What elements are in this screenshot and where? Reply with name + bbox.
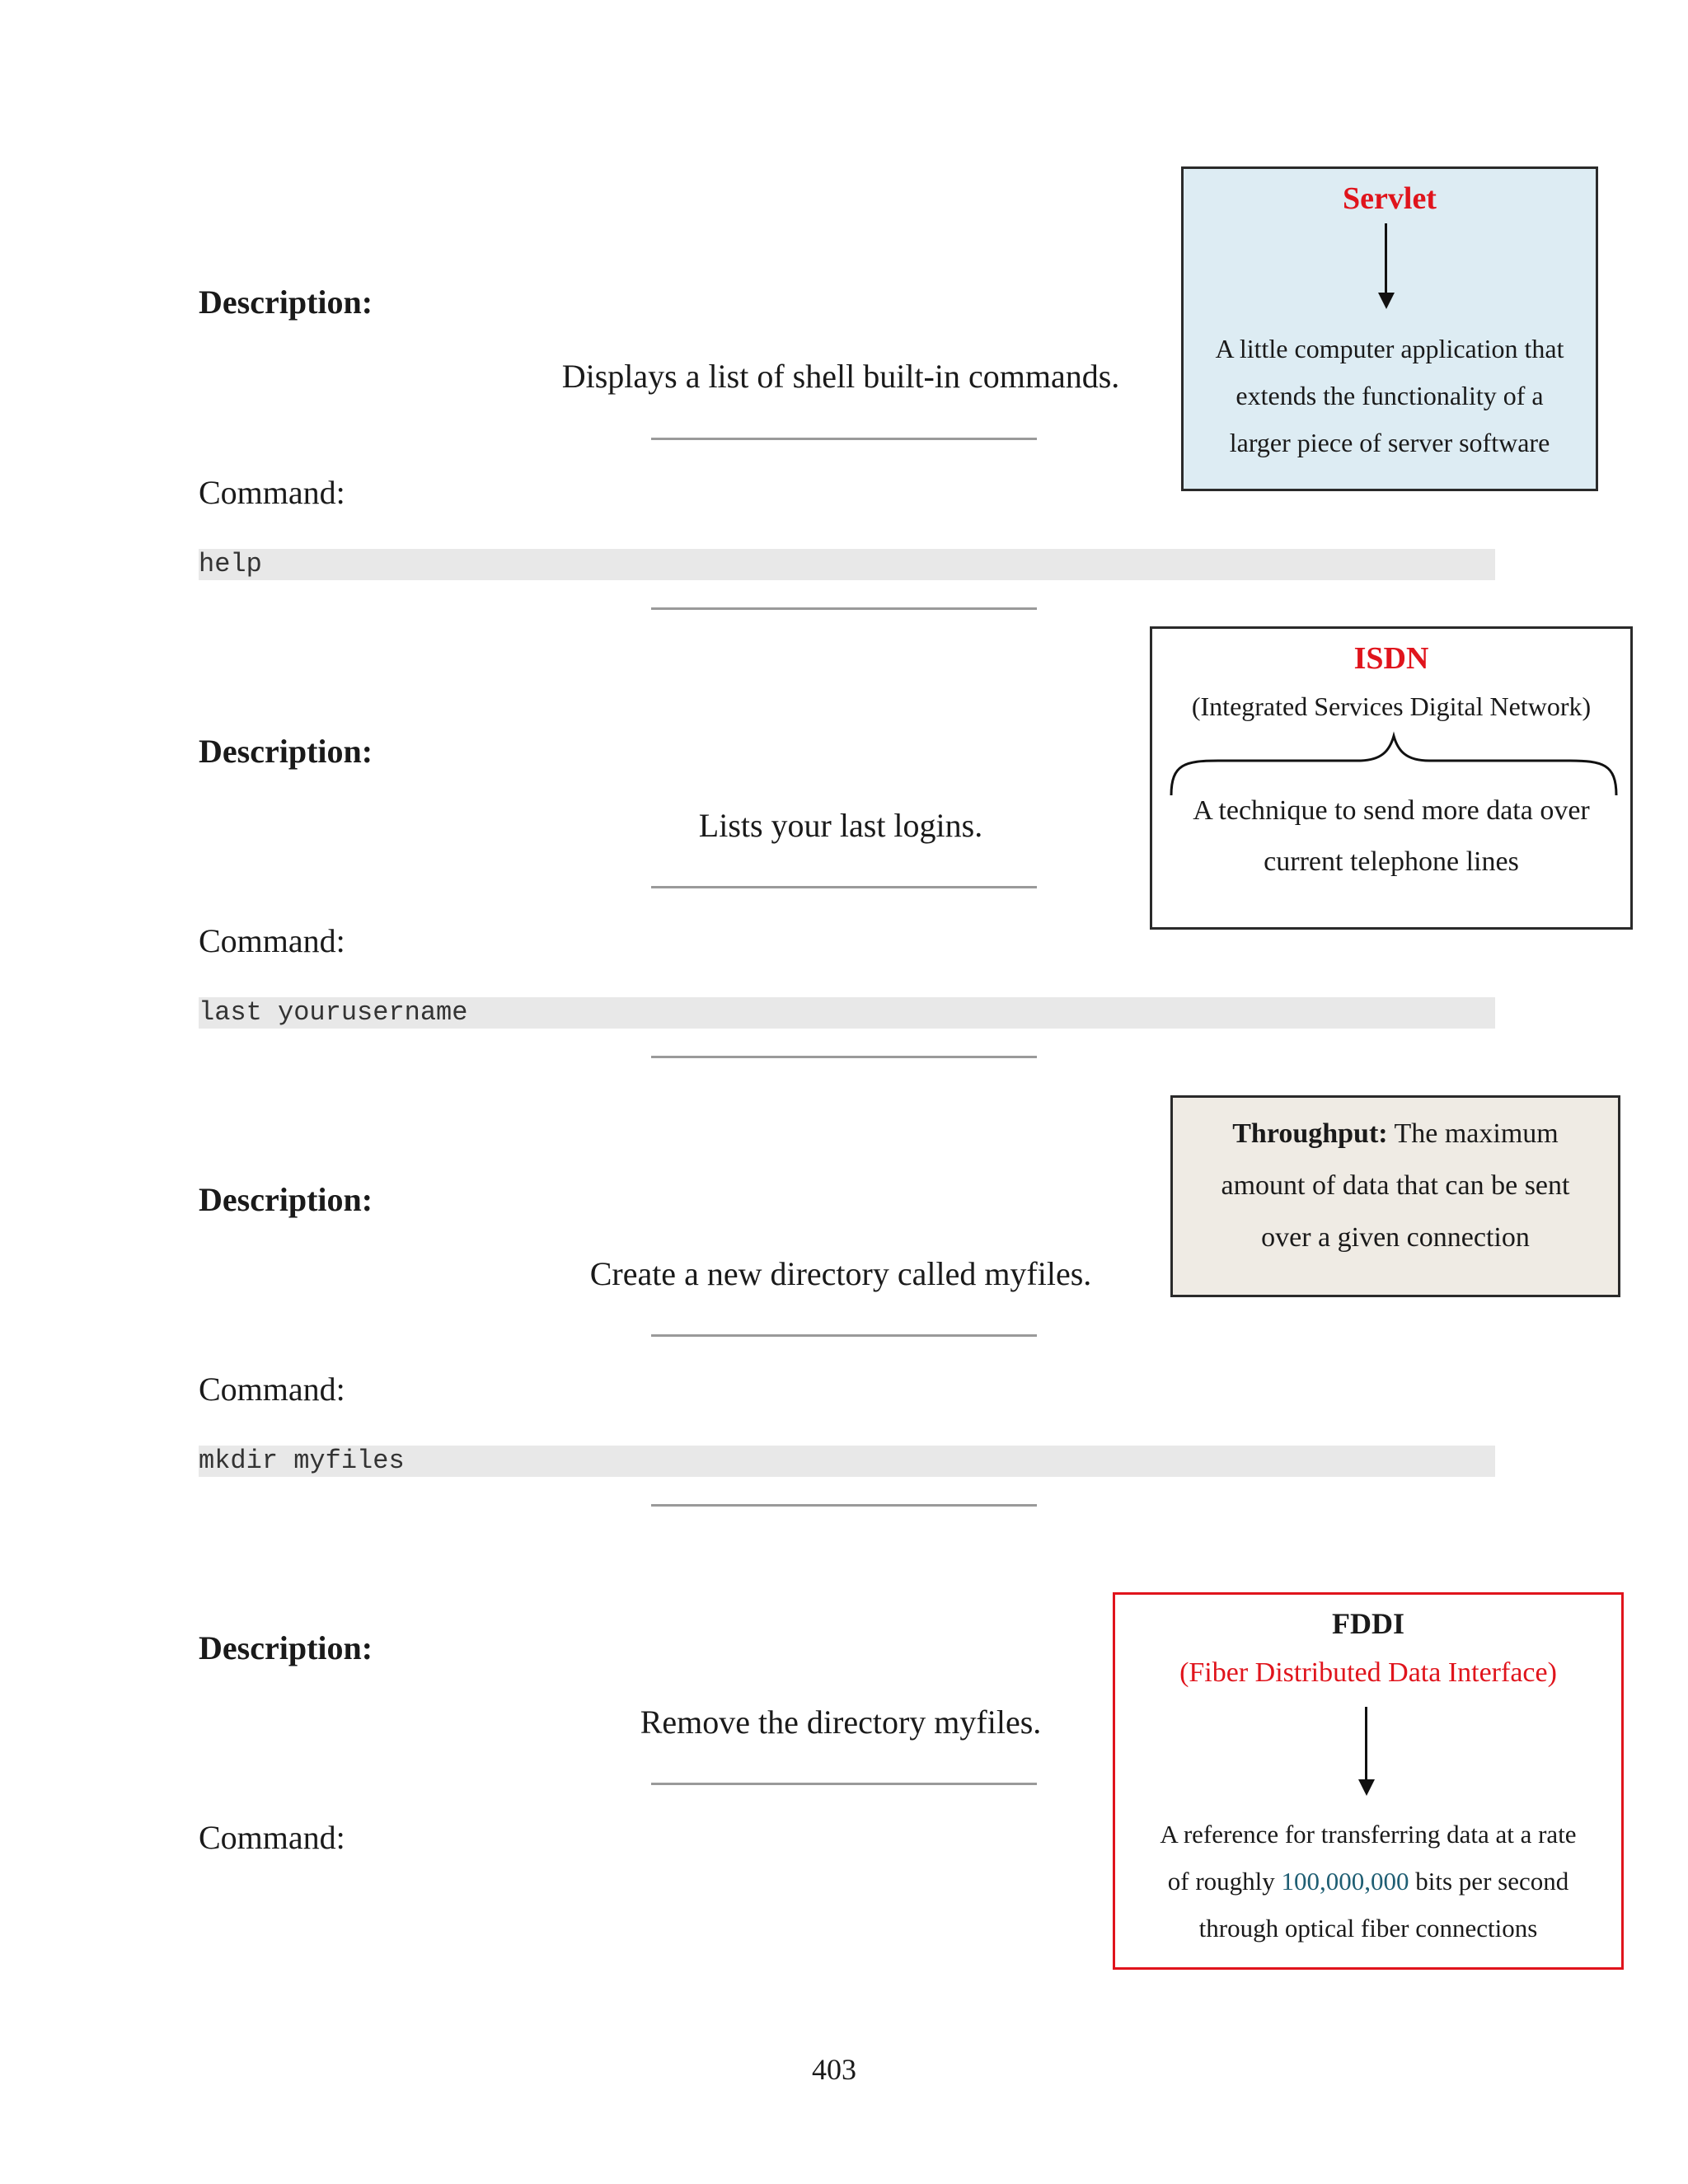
fddi-line-pre: of roughly bbox=[1167, 1867, 1282, 1896]
description-label: Description: bbox=[199, 1181, 373, 1218]
command-code: mkdir myfiles bbox=[199, 1446, 1495, 1477]
command-label: Command: bbox=[199, 474, 345, 511]
servlet-title: Servlet bbox=[1343, 181, 1437, 216]
command-code: help bbox=[199, 549, 1495, 580]
description-text: Lists your last logins. bbox=[698, 807, 983, 844]
servlet-callout bbox=[1181, 166, 1598, 491]
command-code: last yourusername bbox=[199, 997, 1495, 1029]
down-arrow-icon bbox=[1365, 1707, 1367, 1783]
divider bbox=[651, 1334, 1037, 1337]
divider bbox=[651, 607, 1037, 610]
fddi-title: FDDI bbox=[1332, 1607, 1404, 1640]
throughput-line bbox=[1173, 1108, 1618, 1160]
description-label: Description: bbox=[199, 1629, 373, 1666]
servlet-line: extends the functionality of a bbox=[1236, 381, 1544, 410]
divider bbox=[651, 886, 1037, 888]
isdn-subtitle: (Integrated Services Digital Network) bbox=[1191, 691, 1592, 721]
fddi-line-post: bits per second bbox=[1409, 1867, 1569, 1896]
divider bbox=[651, 1504, 1037, 1507]
throughput-term: Throughput: bbox=[1232, 1118, 1388, 1149]
arrow-head-icon bbox=[1358, 1779, 1375, 1796]
down-arrow-icon bbox=[1385, 223, 1387, 296]
isdn-line: A technique to send more data over bbox=[1193, 795, 1590, 826]
command-label: Command: bbox=[199, 922, 345, 959]
description-text: Remove the directory myfiles. bbox=[640, 1704, 1042, 1741]
divider bbox=[651, 438, 1037, 440]
description-label: Description: bbox=[199, 733, 373, 770]
arrow-head-icon bbox=[1378, 293, 1395, 309]
description-text: Create a new directory called myfiles. bbox=[589, 1255, 1092, 1292]
fddi-subtitle: (Fiber Distributed Data Interface) bbox=[1179, 1657, 1557, 1688]
isdn-title: ISDN bbox=[1353, 641, 1429, 676]
isdn-definition bbox=[1152, 785, 1630, 888]
fddi-line: through optical fiber connections bbox=[1198, 1914, 1538, 1943]
throughput-line: amount of data that can be sent bbox=[1221, 1170, 1570, 1201]
fddi-rate-number: 100,000,000 bbox=[1281, 1867, 1409, 1896]
throughput-line: over a given connection bbox=[1261, 1222, 1530, 1253]
throughput-line-rest: The maximum bbox=[1387, 1118, 1559, 1149]
divider bbox=[651, 1056, 1037, 1058]
fddi-line: A reference for transferring data at a rate bbox=[1160, 1820, 1577, 1849]
divider bbox=[651, 1783, 1037, 1785]
description-label: Description: bbox=[199, 284, 373, 321]
description-text: Displays a list of shell built-in commands. bbox=[561, 358, 1120, 395]
isdn-callout bbox=[1150, 626, 1633, 930]
page-number: 403 bbox=[812, 2053, 856, 2086]
command-label: Command: bbox=[199, 1819, 345, 1856]
isdn-line: current telephone lines bbox=[1264, 846, 1519, 877]
servlet-definition bbox=[1184, 326, 1596, 466]
throughput-definition bbox=[1173, 1108, 1618, 1263]
throughput-callout bbox=[1170, 1095, 1620, 1297]
fddi-callout bbox=[1113, 1592, 1624, 1970]
command-label: Command: bbox=[199, 1371, 345, 1408]
fddi-line bbox=[1115, 1858, 1621, 1905]
servlet-line: larger piece of server software bbox=[1229, 428, 1550, 457]
fddi-definition bbox=[1115, 1811, 1621, 1952]
servlet-line: A little computer application that bbox=[1215, 334, 1564, 363]
